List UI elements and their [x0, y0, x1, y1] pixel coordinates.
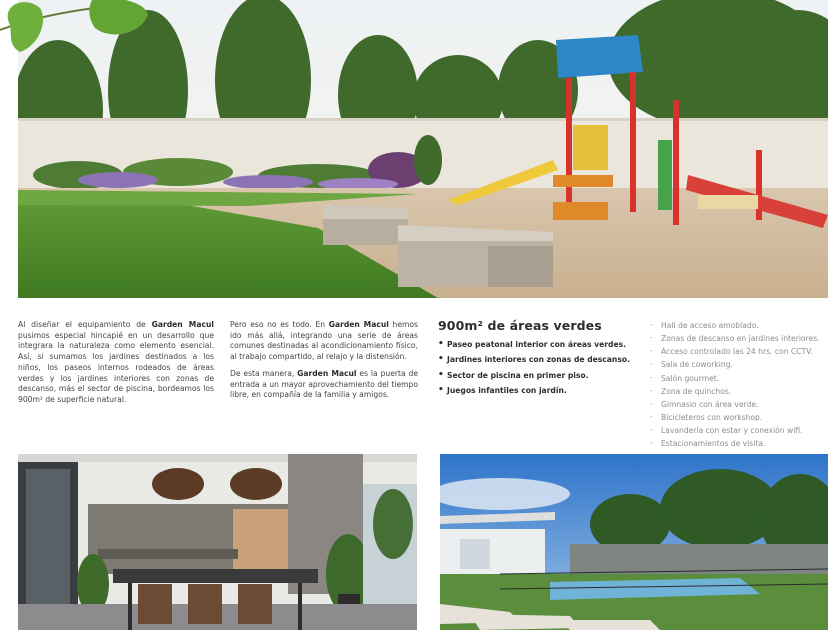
intro-column-2 [230, 320, 418, 407]
list-item: - Zonas de descanso en jardines interiores. [650, 334, 835, 343]
list-item: - Acceso controlado las 24 hrs. con CCTV. [650, 347, 835, 356]
green-areas-section [438, 318, 638, 402]
brand-name: Garden Macul [297, 368, 357, 378]
intro-paragraph-3 [230, 369, 418, 401]
leaf-decoration-icon [0, 0, 150, 60]
list-item: - Salón gourmet. [650, 374, 835, 383]
list-item: • Paseo peatonal interior con áreas verdes. [438, 340, 638, 349]
list-item: • Juegos infantiles con jardín. [438, 386, 638, 395]
amenities-list [650, 321, 835, 448]
list-item: • Jardines interiores con zonas de descanso. [438, 355, 638, 364]
quincho-photo [18, 454, 417, 630]
pool-photo [440, 454, 828, 630]
paragraph-text: hemos ido más allá, integrando una serie de áreas comunes destinadas al acondicionamiento físico, al trabajo compartido, al relajo y la distensión. [230, 320, 418, 362]
paragraph-text: De esta manera, [230, 368, 298, 378]
list-item: - Hall de acceso amoblado. [650, 321, 835, 330]
green-areas-title: 900m² de áreas verdes [438, 318, 602, 333]
list-item: - Bicicleteros con workshop. [650, 413, 835, 422]
paragraph-text: es la puerta de entrada a un mayor aprovechamiento del tiempo libre, en compañía de la familia y amigos. [230, 368, 418, 400]
list-item: - Sala de coworking. [650, 360, 835, 369]
intro-paragraph-1 [18, 320, 214, 412]
list-item: - Estacionamientos de visita. [650, 439, 835, 448]
list-item: - Gimnasio con área verde. [650, 400, 835, 409]
green-areas-list [438, 340, 638, 395]
list-item: - Lavandería con estar y conexión wifi. [650, 426, 835, 435]
amenities-section [650, 321, 835, 452]
brand-name: Garden Macul [151, 320, 214, 329]
list-item: - Zona de quinchos. [650, 387, 835, 396]
paragraph-text: Pero eso no es todo. En [230, 320, 329, 329]
brand-name: Garden Macul [328, 320, 389, 329]
paragraph-text: pusimos especial hincapié en un desarrollo que integrara la naturaleza como elemento esencial. Así, si sumamos los jardines destinados a los niños, los paseos internos rodeados de áreas verdes y los jardines interiores con zonas de descanso, más el sector de piscina, bordeamos los 900m² de superficie natural. [18, 330, 214, 404]
paragraph-text: Al diseñar el equipamiento de [18, 320, 152, 329]
list-item: • Sector de piscina en primer piso. [438, 371, 638, 380]
intro-paragraph-2 [230, 320, 418, 363]
